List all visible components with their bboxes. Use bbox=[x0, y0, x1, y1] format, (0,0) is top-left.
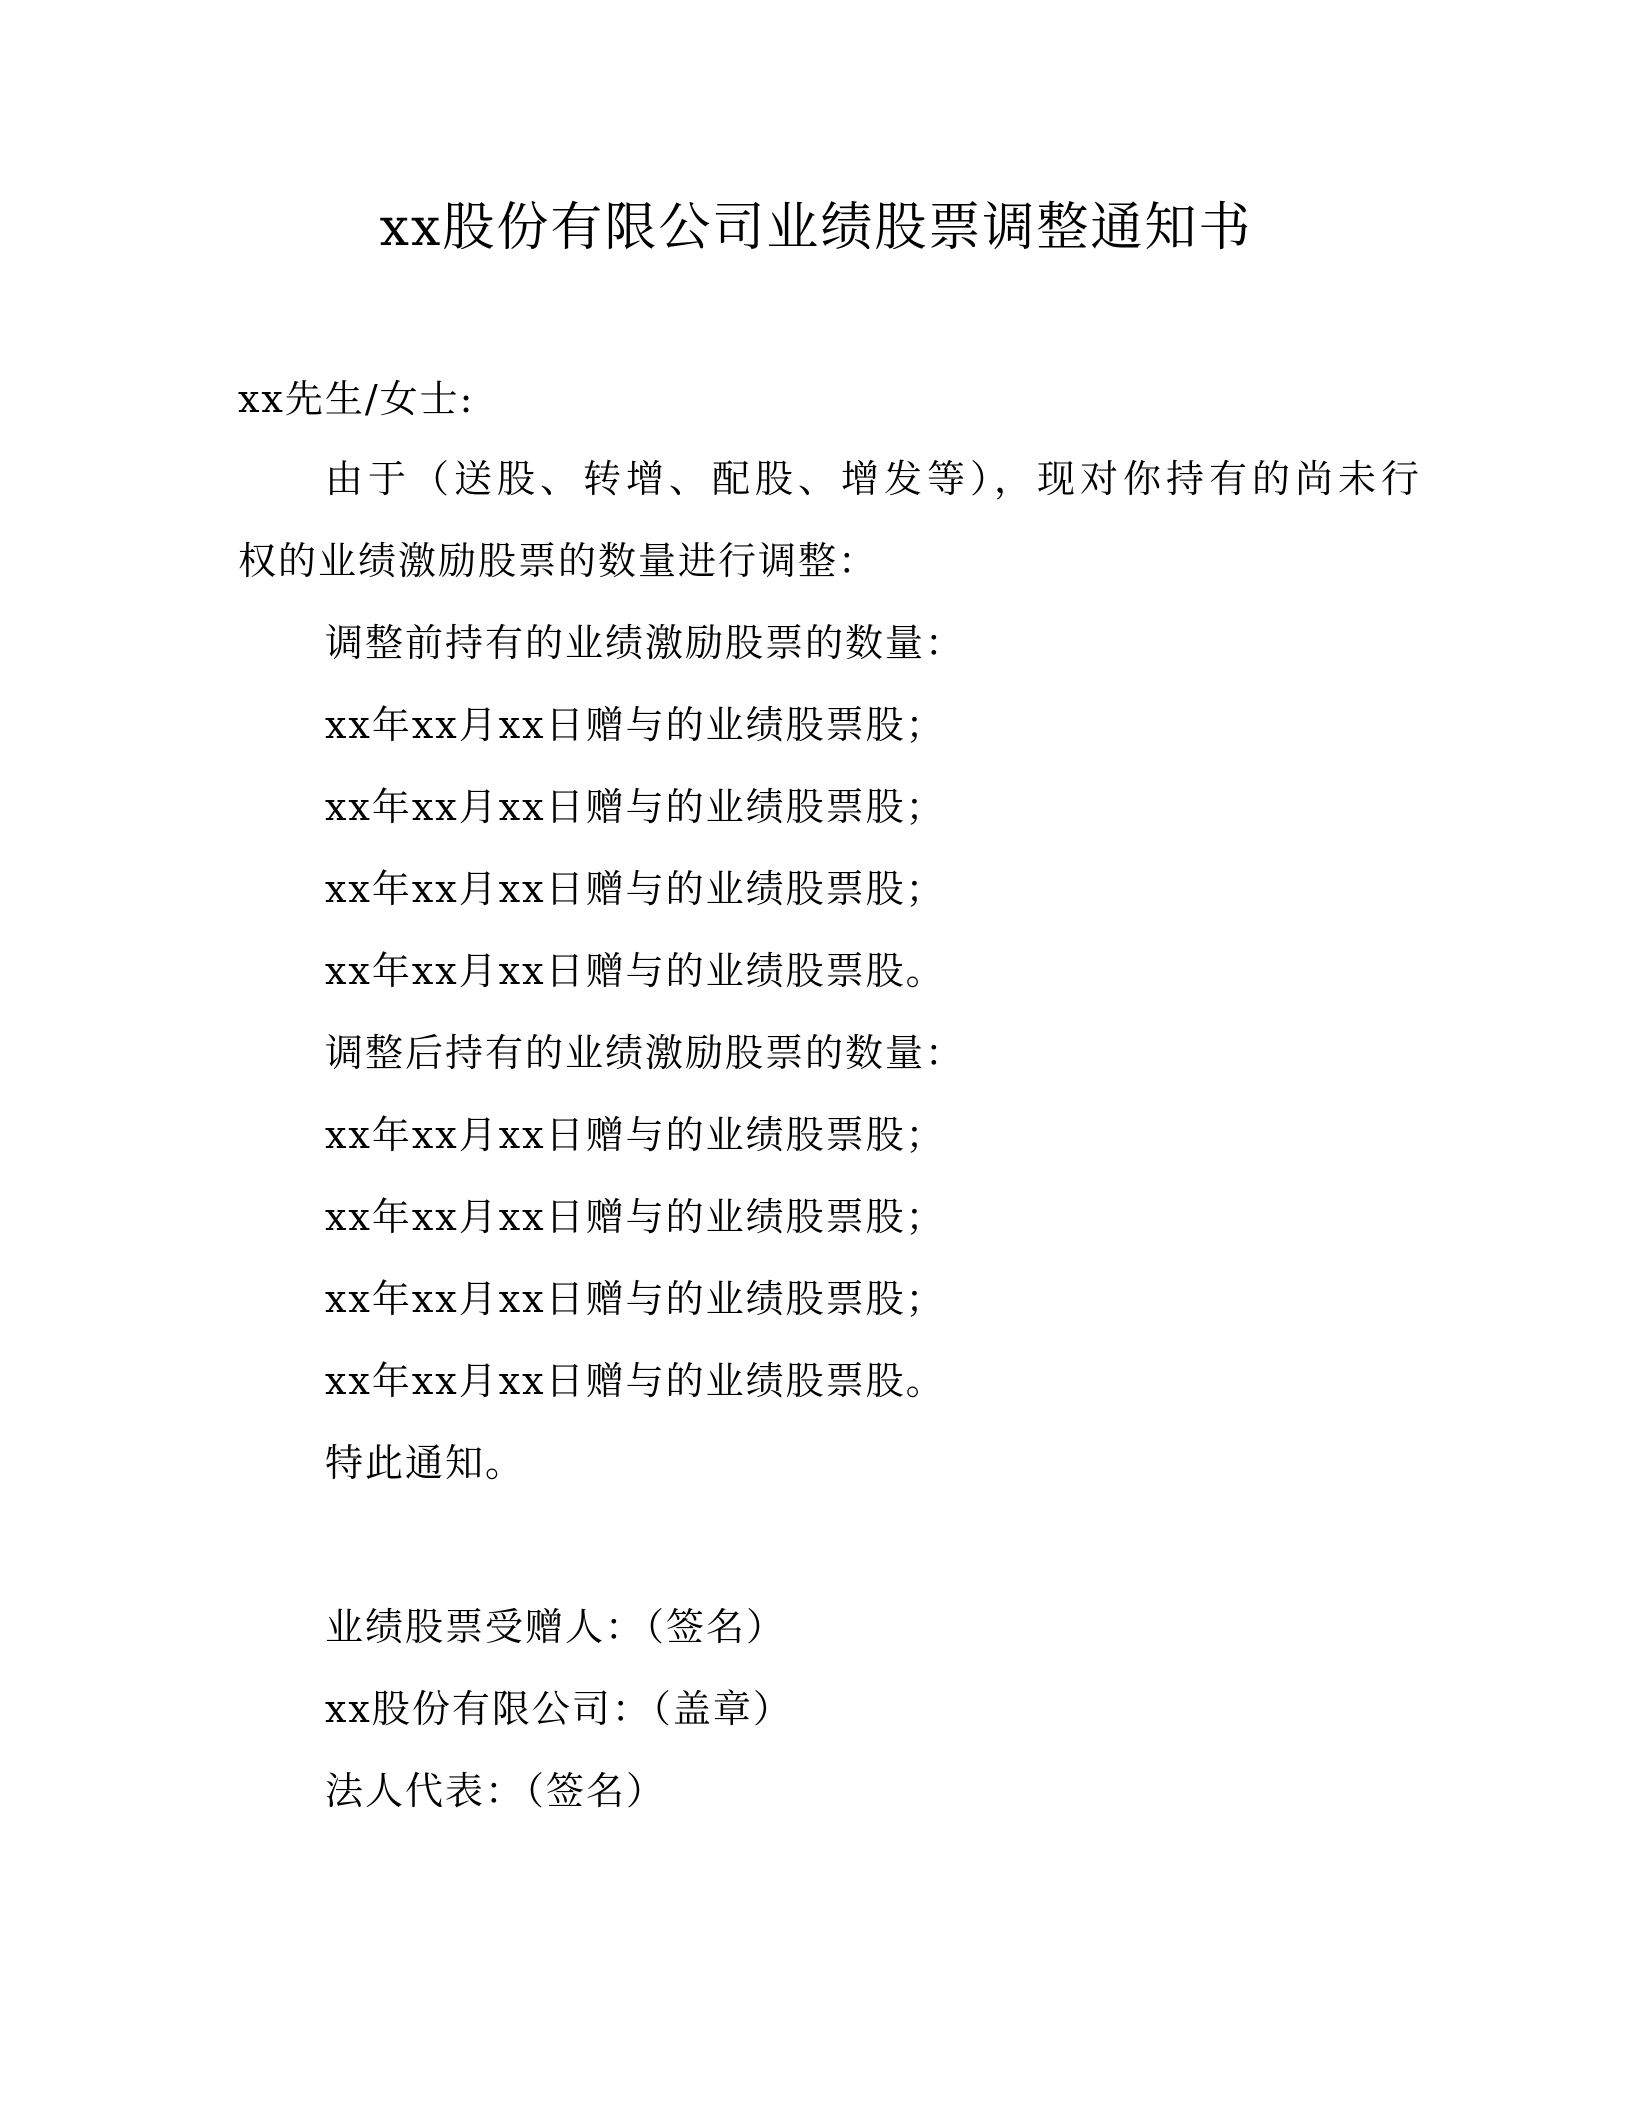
closing-notice: 特此通知。 bbox=[325, 1441, 526, 1485]
after-adjustment-heading: 调整后持有的业绩激励股票的数量： bbox=[325, 1031, 966, 1075]
after-item-1: xx年xx月xx日赠与的业绩股票股； bbox=[325, 1113, 946, 1157]
document-title: xx股份有限公司业绩股票调整通知书 bbox=[379, 198, 1253, 258]
company-seal-line: xx股份有限公司：（盖章） bbox=[325, 1687, 793, 1731]
before-item-4: xx年xx月xx日赠与的业绩股票股。 bbox=[325, 949, 946, 993]
before-adjustment-heading: 调整前持有的业绩激励股票的数量： bbox=[325, 621, 966, 665]
before-item-2: xx年xx月xx日赠与的业绩股票股； bbox=[325, 785, 946, 829]
intro-paragraph-line-1: 由于（送股、转增、配股、增发等），现对你持有的尚未行 bbox=[325, 457, 1425, 501]
before-item-3: xx年xx月xx日赠与的业绩股票股； bbox=[325, 867, 946, 911]
salutation: xx先生/女士: bbox=[238, 377, 475, 421]
after-item-2: xx年xx月xx日赠与的业绩股票股； bbox=[325, 1195, 946, 1239]
recipient-signature-line: 业绩股票受赠人：（签名） bbox=[325, 1605, 787, 1649]
before-item-1: xx年xx月xx日赠与的业绩股票股； bbox=[325, 703, 946, 747]
intro-paragraph-line-2: 权的业绩激励股票的数量进行调整： bbox=[238, 539, 879, 583]
legal-representative-signature-line: 法人代表：（签名） bbox=[325, 1769, 667, 1813]
after-item-3: xx年xx月xx日赠与的业绩股票股； bbox=[325, 1277, 946, 1321]
after-item-4: xx年xx月xx日赠与的业绩股票股。 bbox=[325, 1359, 946, 1403]
